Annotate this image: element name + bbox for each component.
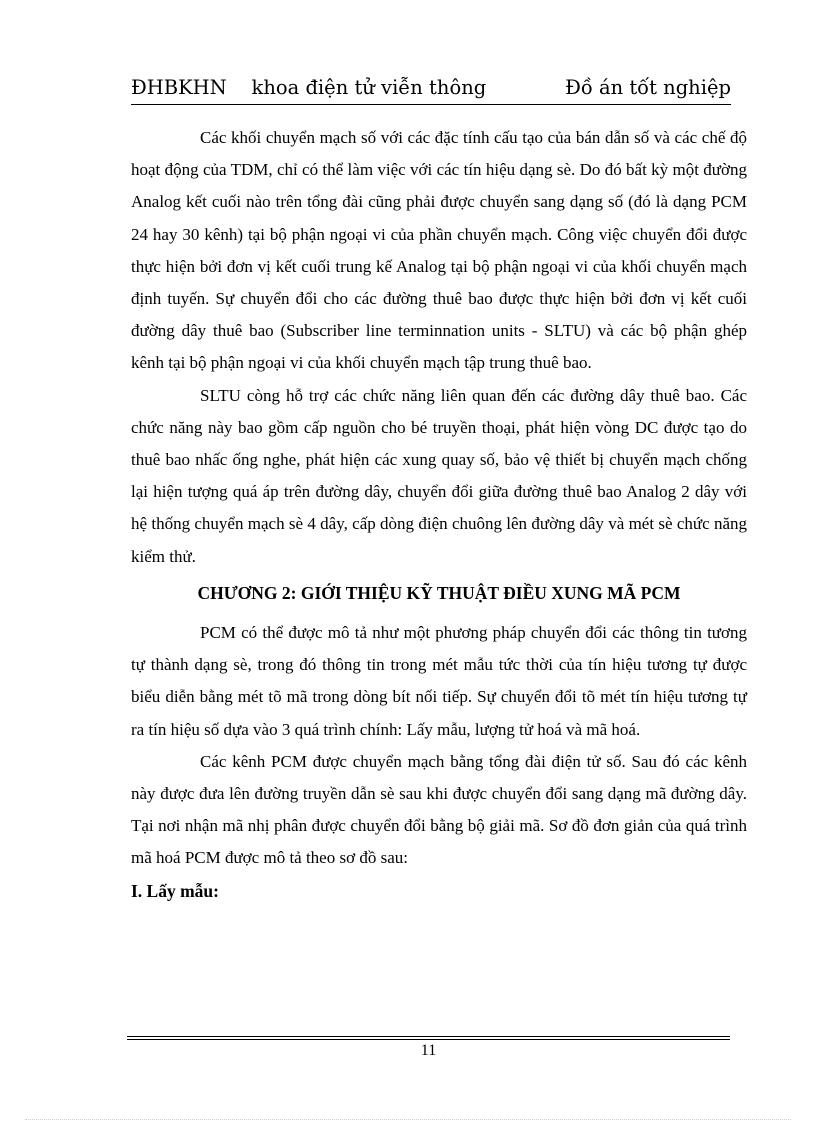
paragraph-1: Các khối chuyển mạch số với các đặc tính cấu tạo của bán dẫn số và các chế độ hoạt động của TDM, chỉ có thể làm việc với các tín hiệu dạng sè. Do đó bất kỳ một đường Analog kết cuối nào trên tổng đài cũng phải được chuyển sang dạng số (đó là dạng PCM 24 hay 30 kênh) tại bộ phận ngoại vi của phần chuyển mạch. Công việc chuyển đổi được thực hiện bởi đơn vị kết cuối trung kế Analog tại bộ phận ngoại vi của khối chuyển mạch định tuyến. Sự chuyển đổi cho các đường thuê bao được thực hiện bởi đơn vị kết cuối đường dây thuê bao (Subscriber line terminnation units - SLTU) và các bộ phận ghép kênh tại bộ phận ngoại vi của khối chuyển mạch tập trung thuê bao. — [131, 128, 747, 373]
paragraph-4: Các kênh PCM được chuyển mạch bằng tổng đài điện tử số. Sau đó các kênh này được đưa lên đường truyền dẫn sè sau khi được chuyển đổi sang dạng mã đường dây. Tại nơi nhận mã nhị phân được chuyển đổi bằng bộ giải mã. Sơ đồ đơn giản của quá trình mã hoá PCM được mô tả theo sơ đồ sau: — [131, 751, 747, 868]
footer-rule — [127, 1036, 730, 1040]
document-body — [131, 122, 747, 907]
page-edge-divider — [25, 1119, 791, 1120]
paragraph-2: SLTU còng hỗ trợ các chức năng liên quan đến các đường dây thuê bao. Các chức năng này bao gồm cấp nguồn cho bé truyền thoại, phát hiện vòng DC được tạo do thuê bao nhấc ống nghe, phát hiện các xung quay số, bảo vệ thiết bị chuyển mạch chống lại hiện tượng quá áp trên đường dây, chuyển đổi giữa đường thuê bao Analog 2 dây với hệ thống chuyển mạch sè 4 dây, cấp dòng điện chuông lên đường dây và mét sè chức năng kiểm thử. — [131, 385, 747, 566]
chapter-heading: CHƯƠNG 2: GIỚI THIỆU KỸ THUẬT ĐIỀU XUNG MÃ PCM — [197, 582, 681, 603]
page-number: 11 — [420, 1042, 437, 1059]
section-heading: I. Lấy mẫu: — [131, 880, 219, 901]
paragraph-3: PCM có thể được mô tả như một phương pháp chuyển đổi các thông tin tương tự thành dạng sè, trong đó thông tin trong mét mẫu tức thời của tín hiệu tương tự được biểu diễn bằng mét tõ mã trong dòng bít nối tiếp. Sự chuyển đổi tõ mét tín hiệu tương tự ra tín hiệu số dựa vào 3 quá trình chính: Lấy mẫu, lượng tử hoá và mã hoá. — [131, 623, 747, 739]
page-header — [131, 76, 731, 105]
header-left-text: ĐHBKHN khoa điện tử viễn thông — [131, 76, 487, 99]
header-right-text: Đồ án tốt nghiệp — [565, 76, 731, 99]
